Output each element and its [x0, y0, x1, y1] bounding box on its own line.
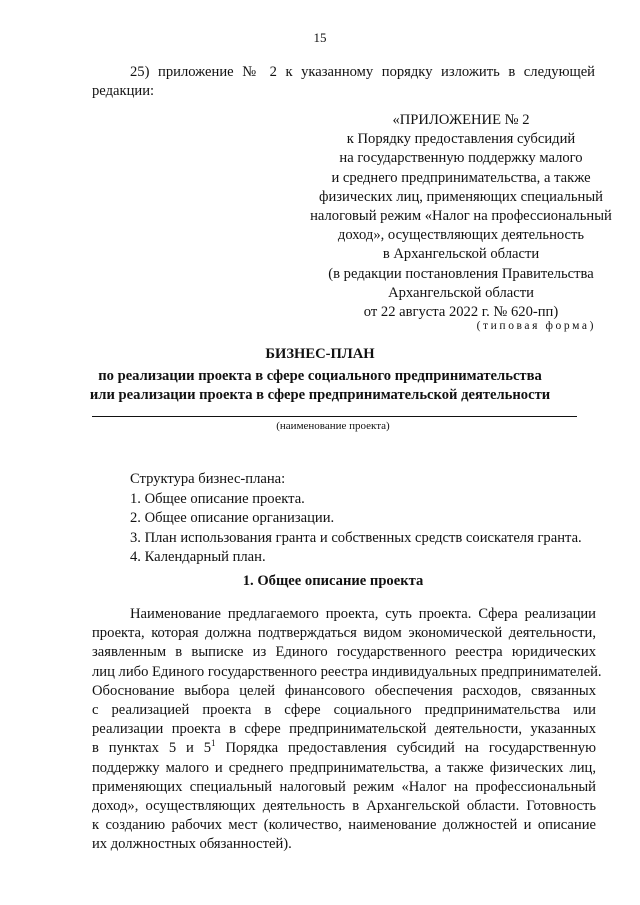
paragraph-line: Обоснование выбора целей финансового обеспечения расходов, связанных [92, 682, 596, 699]
appendix-line: к Порядку предоставления субсидий [346, 131, 576, 148]
plan-structure [130, 470, 582, 568]
paragraph-line [92, 739, 596, 758]
section-1-paragraph [92, 605, 602, 854]
paragraph-line: поддержку малого и среднего предпринимательства, а также физических лиц, [92, 759, 596, 776]
project-name-line [92, 416, 577, 417]
paragraph-line-end: Порядка предоставления субсидий на государственную [215, 740, 596, 757]
appendix-line: «ПРИЛОЖЕНИЕ № 2 [392, 112, 530, 128]
structure-item: 2. Общее описание организации. [130, 510, 335, 526]
paragraph-line: Наименование предлагаемого проекта, суть проекта. Сфера реализации [130, 606, 596, 622]
business-plan-title: БИЗНЕС-ПЛАН [265, 346, 375, 362]
paragraph-line: с реализацией проекта в сфере социального предпринимательства или [92, 701, 596, 718]
paragraph-line: реализации проекта в сфере предпринимательской деятельности, указанных [92, 721, 596, 738]
form-type-note: (типовая форма) [476, 320, 596, 332]
paragraph-line-start: в пунктах 5 и 5 [92, 740, 212, 757]
paragraph-line: применяющих специальный налоговый режим «Налог на профессиональный [92, 778, 596, 795]
superscript-1: 1 [211, 738, 216, 749]
paragraph-line: проекта, которая должна подтверждаться видом экономической деятельности, [92, 625, 596, 642]
business-plan-subtitle-2: или реализации проекта в сфере предпринимательской деятельности [89, 387, 551, 403]
appendix-line: налоговый режим «Налог на профессиональный [310, 207, 612, 224]
appendix-line: в Архангельской области [382, 246, 540, 263]
appendix-line: и среднего предпринимательства, а также [331, 169, 591, 186]
appendix-line: Архангельской области [388, 284, 534, 301]
structure-item: 4. Календарный план. [130, 549, 266, 565]
appendix-line: на государственную поддержку малого [339, 150, 583, 167]
section-1-heading: 1. Общее описание проекта [242, 573, 424, 589]
paragraph-line: лиц либо Единого государственного реестра индивидуальных предпринимателей. [92, 663, 602, 680]
appendix-line: от 22 августа 2022 г. № 620-пп) [363, 303, 559, 320]
page-number: 15 [313, 30, 327, 45]
paragraph-line: заявленным в выписке из Единого государственного реестра юридических [92, 644, 596, 661]
appendix-line: физических лиц, применяющих специальный [319, 188, 603, 205]
paragraph-line: доход», осуществляющих деятельность в Архангельской области. Готовность [92, 797, 596, 814]
structure-item: 1. Общее описание проекта. [130, 490, 305, 507]
paragraph-line: к созданию рабочих мест (количество, наименование должностей и описание [92, 817, 596, 834]
intro-line-2: редакции: [92, 83, 155, 99]
structure-item: 3. План использования гранта и собственных средств соискателя гранта. [130, 529, 582, 546]
intro-line-1: 25) приложение № 2 к указанному порядку изложить в следующей [130, 64, 595, 80]
project-name-caption: (наименование проекта) [276, 420, 390, 432]
paragraph-line: их должностных обязанностей). [92, 836, 292, 853]
business-plan-subtitle-1: по реализации проекта в сфере социального предпринимательства [98, 368, 542, 384]
appendix-header [266, 111, 640, 322]
appendix-line: (в редакции постановления Правительства [328, 265, 594, 282]
appendix-line: доход», осуществляющих деятельность [337, 227, 585, 244]
structure-heading: Структура бизнес-плана: [130, 471, 286, 487]
